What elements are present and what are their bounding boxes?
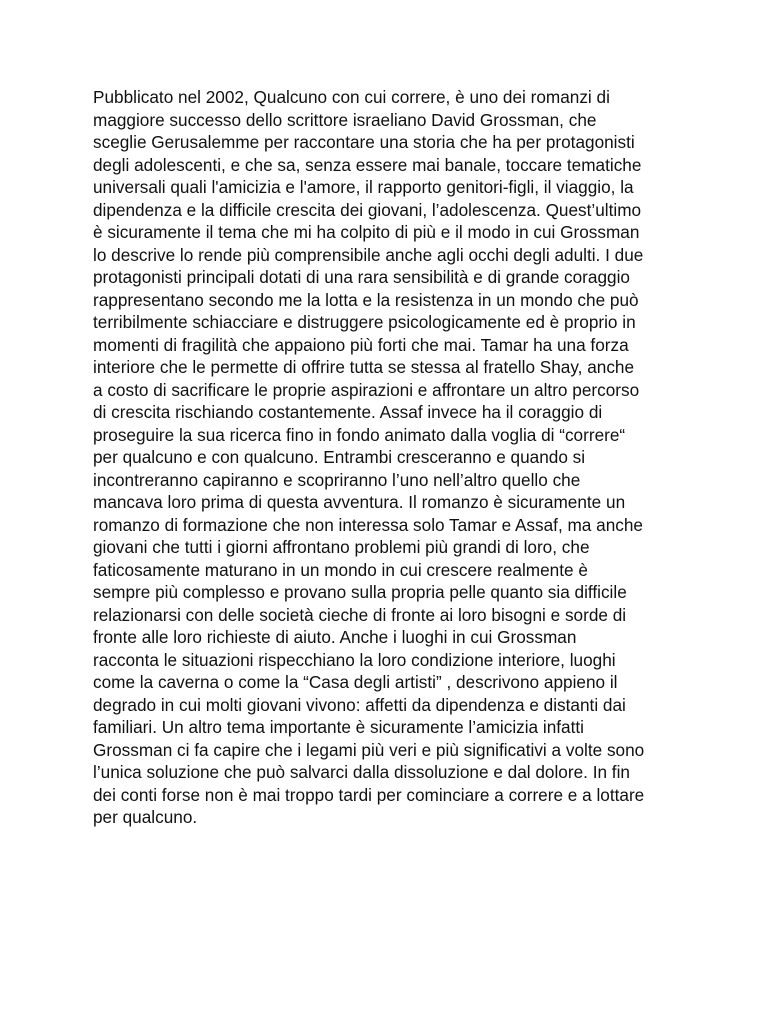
paragraph-line: relazionarsi con delle società cieche di fronte ai loro bisogni e sorde di <box>93 604 627 625</box>
paragraph-line: è sicuramente il tema che mi ha colpito di più e il modo in cui Grossman <box>93 222 640 242</box>
paragraph-line: protagonisti principali dotati di una rara sensibilità e di grande coraggio <box>93 267 630 287</box>
paragraph-line: lo descrive lo rende più comprensibile anche agli occhi degli adulti. I due <box>93 244 644 265</box>
paragraph-line: momenti di fragilità che appaiono più forti che mai. Tamar ha una forza <box>93 334 629 355</box>
paragraph-line: degli adolescenti, e che sa, senza essere mai banale, toccare tematiche <box>93 154 642 175</box>
paragraph-line: incontreranno capiranno e scopriranno l’uno nell’altro quello che <box>93 469 581 490</box>
paragraph-line: di crescita rischiando costantemente. Assaf invece ha il coraggio di <box>93 402 603 422</box>
paragraph-line: romanzo di formazione che non interessa solo Tamar e Assaf, ma anche <box>93 514 643 535</box>
paragraph-line: dei conti forse non è mai troppo tardi per cominciare a correre e a lottare <box>93 784 645 805</box>
paragraph-line: familiari. Un altro tema importante è sicuramente l’amicizia infatti <box>93 717 584 737</box>
paragraph-line: maggiore successo dello scrittore israeliano David Grossman, che <box>93 109 597 130</box>
body-paragraph <box>93 86 713 829</box>
paragraph-line: Grossman ci fa capire che i legami più veri e più significativi a volte sono <box>93 739 645 760</box>
paragraph-line: sempre più complesso e provano sulla propria pelle quanto sia difficile <box>93 582 627 602</box>
paragraph-line: racconta le situazioni rispecchiano la loro condizione interiore, luoghi <box>93 649 616 670</box>
paragraph-line: degrado in cui molti giovani vivono: affetti da dipendenza e distanti dai <box>93 694 626 715</box>
paragraph-line: giovani che tutti i giorni affrontano problemi più grandi di loro, che <box>93 537 590 557</box>
paragraph-line: dipendenza e la difficile crescita dei giovani, l’adolescenza. Quest’ultimo <box>93 199 642 220</box>
paragraph-line: l’unica soluzione che può salvarci dalla dissoluzione e dal dolore. In fin <box>93 762 630 782</box>
paragraph-line: faticosamente maturano in un mondo in cui crescere realmente è <box>93 559 588 580</box>
paragraph-line: fronte alle loro richieste di aiuto. Anche i luoghi in cui Grossman <box>93 627 577 647</box>
paragraph-line: mancava loro prima di questa avventura. Il romanzo è sicuramente un <box>93 492 626 512</box>
paragraph-line: interiore che le permette di offrire tutta se stessa al fratello Shay, anche <box>93 357 635 377</box>
paragraph-line: a costo di sacrificare le proprie aspirazioni e affrontare un altro percorso <box>93 379 640 400</box>
paragraph-line: rappresentano secondo me la lotta e la resistenza in un mondo che può <box>93 289 639 310</box>
paragraph-line: Pubblicato nel 2002, Qualcuno con cui correre, è uno dei romanzi di <box>93 87 610 107</box>
paragraph-line: proseguire la sua ricerca fino in fondo animato dalla voglia di “correre“ <box>93 424 626 445</box>
paragraph-line: per qualcuno e con qualcuno. Entrambi cresceranno e quando si <box>93 447 586 467</box>
paragraph-line: per qualcuno. <box>93 807 198 827</box>
paragraph-line: come la caverna o come la “Casa degli artisti” , descrivono appieno il <box>93 672 618 692</box>
paragraph-line: sceglie Gerusalemme per raccontare una storia che ha per protagonisti <box>93 132 635 152</box>
paragraph-line: terribilmente schiacciare e distruggere psicologicamente ed è proprio in <box>93 312 636 332</box>
paragraph-line: universali quali l'amicizia e l'amore, il rapporto genitori-figli, il viaggio, la <box>93 177 634 197</box>
